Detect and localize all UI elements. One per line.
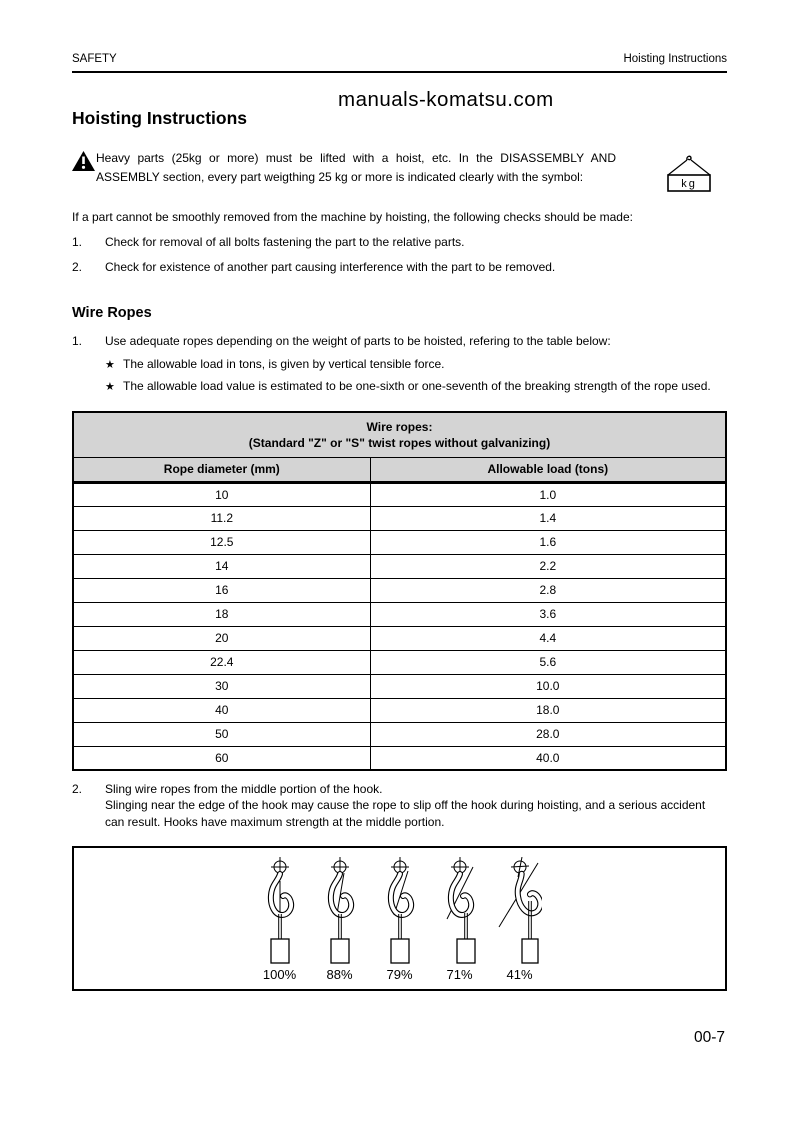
star-bullet-item [105,356,727,373]
table-row [73,482,726,506]
cell-load: 28.0 [370,722,726,746]
table-row [73,602,726,626]
header-chapter-label: Hoisting Instructions [623,53,727,65]
list-item [72,259,727,275]
page-header [72,53,727,73]
list-number: 2. [72,782,83,796]
table-row [73,650,726,674]
header-section-label: SAFETY [72,53,117,65]
hook-figure [318,857,362,982]
list-number: 1. [72,334,83,348]
cell-load: 2.8 [370,578,726,602]
bullet-text: The allowable load value is estimated to be one-sixth or one-seventh of the breaking strength of the rope used. [123,379,711,393]
cell-diameter: 18 [73,602,370,626]
cell-diameter: 60 [73,746,370,770]
sling-line2: Slinging near the edge of the hook may cause the rope to slip off the hook during hoisting, and a serious accident can result. Hooks have maximum strength at the middle portion. [105,798,706,829]
cell-diameter: 12.5 [73,530,370,554]
cell-diameter: 22.4 [73,650,370,674]
list-item-sling [72,781,727,831]
table-row [73,530,726,554]
page-number: 00-7 [693,1029,725,1046]
list-text: Check for removal of all bolts fastening the part to the relative parts. [105,235,465,249]
table-row [73,698,726,722]
cell-load: 1.6 [370,530,726,554]
table-title-line2: (Standard "Z" or "S" twist ropes without galvanizing) [248,435,551,450]
star-icon: ★ [105,381,115,393]
table-title-line1: Wire ropes: [366,419,433,434]
section-heading-wire-ropes: Wire Ropes [72,305,152,321]
watermark: manuals-komatsu.com [338,88,554,111]
table-row [73,746,726,770]
list-text [105,781,727,831]
list-text: Check for existence of another part causing interference with the part to be removed. [105,260,556,274]
column-header-rope-diameter: Rope diameter (mm) [73,457,370,482]
warning-triangle-icon [72,149,96,171]
list-number: 1. [72,235,83,249]
percent-label: 79% [386,967,413,982]
warning-block [72,149,727,193]
hook-figure [258,857,302,982]
list-text: Use adequate ropes depending on the weight of parts to be hoisted, refering to the table below: [105,334,611,348]
hook-figure [498,857,542,982]
column-header-allowable-load: Allowable load (tons) [370,457,726,482]
cell-diameter: 50 [73,722,370,746]
cell-diameter: 40 [73,698,370,722]
cell-diameter: 20 [73,626,370,650]
crane-hook-icon [378,857,422,965]
crane-hook-icon [438,857,482,965]
hook-figure [438,857,482,982]
cell-load: 18.0 [370,698,726,722]
table-title [73,412,726,457]
bullet-text: The allowable load in tons, is given by vertical tensible force. [123,357,445,371]
percent-label: 100% [262,967,297,982]
wire-rope-table [72,411,727,771]
star-bullet-item [105,378,730,395]
hook-figure-box [72,846,727,991]
cell-diameter: 10 [73,482,370,506]
table-row [73,578,726,602]
list-number: 2. [72,260,83,274]
cell-load: 1.4 [370,506,726,530]
cell-load: 4.4 [370,626,726,650]
cell-load: 1.0 [370,482,726,506]
cell-diameter: 16 [73,578,370,602]
sling-line1: Sling wire ropes from the middle portion of the hook. [105,782,383,796]
cell-diameter: 11.2 [73,506,370,530]
kg-hoist-symbol-icon [665,149,713,193]
percent-label: 41% [506,967,533,982]
cell-load: 5.6 [370,650,726,674]
warning-text: Heavy parts (25kg or more) must be lifted with a hoist, etc. In the DISASSEMBLY AND ASSEMBLY section, every part weigthing 25 kg or more is indicated clearly with the symbol: [96,151,616,184]
hook-figure [378,857,422,982]
intro-lead: If a part cannot be smoothly removed from the machine by hoisting, the following checks should be made: [72,210,633,224]
page-title: Hoisting Instructions [72,108,247,128]
percent-label: 71% [446,967,473,982]
table-row [73,626,726,650]
list-item [72,333,727,349]
cell-load: 40.0 [370,746,726,770]
cell-load: 3.6 [370,602,726,626]
star-icon: ★ [105,359,115,371]
crane-hook-icon [498,857,542,965]
table-row [73,674,726,698]
percent-label: 88% [326,967,353,982]
cell-load: 10.0 [370,674,726,698]
table-row [73,554,726,578]
kg-label: kg [681,178,697,190]
crane-hook-icon [318,857,362,965]
table-row [73,722,726,746]
table-row [73,506,726,530]
cell-diameter: 14 [73,554,370,578]
crane-hook-icon [258,857,302,965]
cell-diameter: 30 [73,674,370,698]
list-item [72,234,727,250]
cell-load: 2.2 [370,554,726,578]
